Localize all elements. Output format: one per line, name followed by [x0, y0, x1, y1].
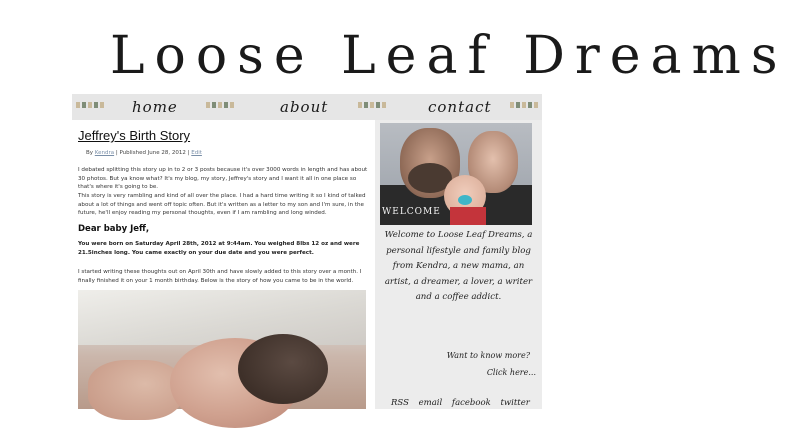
- post-paragraph: I debated splitting this story up in to 2 or 3 posts because it's over 3000 words in length and has about 30 photos. But ya know what? It's my blog, my story, Jeffrey's story and I want it all in one place so that's where it's going to be.: [78, 167, 368, 190]
- nav-contact[interactable]: contact: [428, 98, 492, 116]
- post-title[interactable]: Jeffrey's Birth Story: [78, 128, 191, 143]
- click-here-link[interactable]: Click here...: [486, 368, 536, 377]
- author-link[interactable]: Kendra: [94, 150, 115, 156]
- email-link[interactable]: email: [418, 398, 443, 408]
- photo-baby-hair: [238, 334, 328, 404]
- post-paragraph: This story is very rambling and kind of all over the place. I had a hard time writing it so I kind of talked about a lot of things and went off topic often. But it's written as a letter to my son and I'm sure, in the future, he'll enjoy reading my personal thoughts, even if I am rambling and long winded.: [78, 193, 366, 216]
- post-meta: [86, 150, 202, 156]
- want-more-text: Want to know more?: [446, 351, 530, 360]
- nav-divider-ornament: [358, 102, 386, 108]
- nav-divider-ornament: [510, 102, 538, 108]
- meta-published: | Published June 28, 2012 |: [115, 150, 190, 156]
- twitter-link[interactable]: twitter: [500, 398, 530, 408]
- photo-welcome-caption: WELCOME: [382, 207, 441, 217]
- photo-pacifier: [458, 195, 472, 205]
- post-salutation: Dear baby Jeff,: [78, 224, 150, 234]
- about-blurb: Welcome to Loose Leaf Dreams, a personal lifestyle and family blog from Kendra, a new mama, an artist, a dreamer, a lover, a writer and a coffee addict.: [384, 230, 533, 302]
- blog-logo[interactable]: Loose Leaf Dreams: [110, 26, 788, 86]
- post-bold-paragraph: You were born on Saturday April 28th, 2012 at 9:44am. You weighed 8lbs 12 oz and were 21.5inches long. You came exactly on your due date and you were perfect.: [78, 241, 360, 256]
- main-nav: [72, 94, 542, 120]
- photo-baby-clothes: [450, 207, 486, 225]
- facebook-link[interactable]: facebook: [451, 398, 491, 408]
- nav-about[interactable]: about: [280, 98, 329, 116]
- photo-blanket: [78, 290, 366, 345]
- newborn-photo: [78, 290, 366, 409]
- edit-link[interactable]: Edit: [191, 150, 202, 156]
- photo-hand: [88, 360, 183, 420]
- rss-link[interactable]: RSS: [391, 398, 409, 408]
- nav-home[interactable]: home: [132, 98, 178, 116]
- nav-divider-ornament: [206, 102, 234, 108]
- nav-divider-ornament: [76, 102, 104, 108]
- post-area: [72, 120, 372, 409]
- meta-by: By: [86, 150, 94, 156]
- social-links: [391, 398, 537, 408]
- post-paragraph: I started writing these thoughts out on April 30th and have slowly added to this story over a month. I finally finished it on your 1 month birthday. Below is the story of how you came to be in the world.: [78, 269, 362, 284]
- family-photo: [380, 123, 532, 223]
- sidebar: [375, 120, 542, 409]
